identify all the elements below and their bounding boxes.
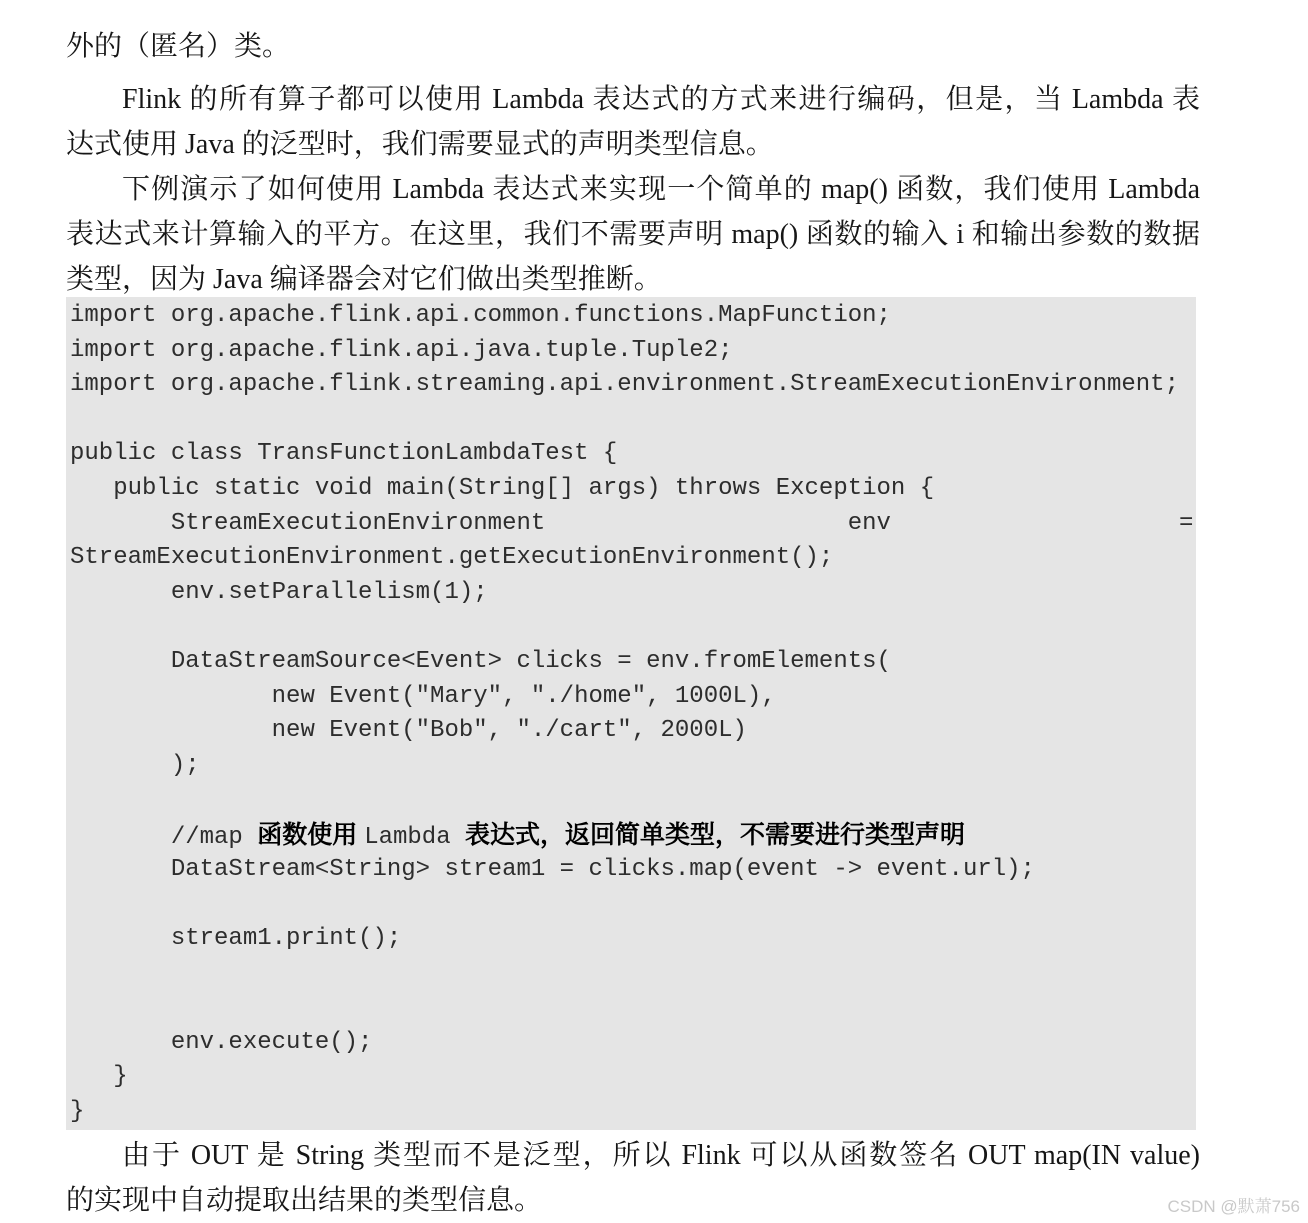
- code-line: StreamExecutionEnvironment env =: [70, 509, 1194, 537]
- text-line: 达式使用 Java 的泛型时，我们需要显式的声明类型信息。: [66, 129, 774, 160]
- code-line: import org.apache.flink.api.java.tuple.Tuple2;: [70, 336, 733, 364]
- code-line: import org.apache.flink.api.common.functions.MapFunction;: [70, 302, 891, 329]
- code-line: env.setParallelism(1);: [70, 578, 488, 606]
- code-line: [70, 991, 1196, 1026]
- code-line: [70, 610, 1196, 645]
- code-line: env.execute();: [70, 1028, 373, 1056]
- csdn-watermark: CSDN @默萧756: [1167, 1197, 1300, 1216]
- text-line: 类型，因为 Java 编译器会对它们做出类型推断。: [66, 264, 662, 295]
- text-line: 的实现中自动提取出结果的类型信息。: [66, 1185, 543, 1216]
- code-line: [70, 887, 1196, 922]
- code-line: );: [70, 751, 200, 779]
- code-line: new Event("Mary", "./home", 1000L),: [70, 682, 776, 710]
- text-line: 下例演示了如何使用 Lambda 表达式来实现一个简单的 map() 函数，我们使用 Lambda: [122, 174, 1200, 205]
- intro-paragraphs: [66, 24, 1200, 302]
- code-line: DataStream<String> stream1 = clicks.map(event -> event.url);: [70, 855, 1035, 883]
- code-line: [70, 957, 1196, 992]
- text-line: 外的（匿名）类。: [66, 31, 291, 62]
- code-line: //map 函数使用 Lambda 表达式，返回简单类型，不需要进行类型声明: [70, 821, 966, 852]
- code-line: public static void main(String[] args) throws Exception {: [70, 475, 935, 503]
- code-line: }: [70, 1098, 85, 1126]
- code-line: StreamExecutionEnvironment.getExecutionEnvironment();: [70, 544, 834, 572]
- text-line: 表达式来计算输入的平方。在这里，我们不需要声明 map() 函数的输入 i 和输出参数的数据: [66, 219, 1200, 250]
- text-line: 由于 OUT 是 String 类型而不是泛型，所以 Flink 可以从函数签名 OUT map(IN value): [122, 1140, 1200, 1171]
- code-line: new Event("Bob", "./cart", 2000L): [70, 717, 747, 745]
- code-line: [70, 784, 1196, 819]
- code-line: stream1.print();: [70, 924, 402, 952]
- text-line: Flink 的所有算子都可以使用 Lambda 表达式的方式来进行编码，但是，当 Lambda 表: [122, 84, 1200, 115]
- code-line: [70, 403, 1196, 438]
- closing-paragraph: [66, 1133, 1200, 1223]
- code-line: public class TransFunctionLambdaTest {: [70, 440, 618, 468]
- code-line: DataStreamSource<Event> clicks = env.fromElements(: [70, 648, 891, 676]
- code-block: [66, 297, 1196, 1130]
- code-line: }: [70, 1063, 128, 1091]
- code-line: import org.apache.flink.streaming.api.environment.StreamExecutionEnvironment;: [70, 371, 1179, 399]
